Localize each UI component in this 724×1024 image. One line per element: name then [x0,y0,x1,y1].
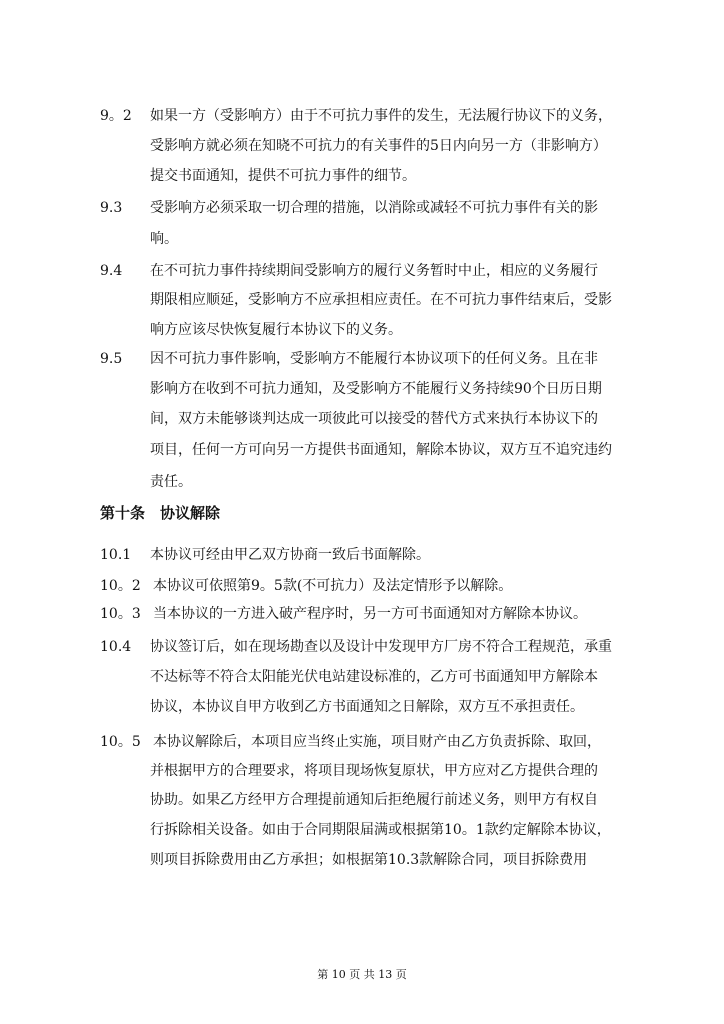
clause-text-line: 则项目拆除费用由乙方承担；如根据第10.3款解除合同，项目拆除费用 [150,852,588,868]
clause-text-line: 本协议解除后，本项目应当终止实施，项目财产由乙方负责拆除、取回， [153,734,601,750]
clause-number: 9.5 [100,351,123,367]
clause-text-line: 本协议可经由甲乙双方协商一致后书面解除。 [150,547,430,563]
clause-text-line: 并根据甲方的合理要求，将项目现场恢复原状，甲方应对乙方提供合理的 [150,763,598,779]
clause-text-line: 期限相应顺延，受影响方不应承担相应责任。在不可抗力事件结束后，受影 [150,292,612,308]
clause-text-line: 责任。 [150,474,192,490]
clause-number: 10。2 [100,578,141,594]
page-number-footer: 第 10 页 共 13 页 [317,968,407,981]
clause-text-line: 当本协议的一方进入破产程序时，另一方可书面通知对方解除本协议。 [153,606,587,622]
clause-text-line: 协助。如果乙方经甲方合理提前通知后拒绝履行前述义务，则甲方有权自 [150,792,598,808]
clause-number: 10。3 [100,606,141,622]
clause-text-line: 受影响方就必须在知晓不可抗力的有关事件的5日内向另一方（非影响方） [150,138,607,154]
clause-text-line: 协议签订后，如在现场勘查以及设计中发现甲方厂房不符合工程规范，承重 [150,639,612,655]
clause-text-line: 间，双方未能够谈判达成一项彼此可以接受的替代方式来执行本协议下的 [150,411,598,427]
clause-number: 9.3 [100,200,123,216]
clause-text-line: 协议，本协议自甲方收到乙方书面通知之日解除，双方互不承担责任。 [150,699,584,715]
clause-text-line: 如果一方（受影响方）由于不可抗力事件的发生，无法履行协议下的义务， [150,108,612,124]
clause-text-line: 在不可抗力事件持续期间受影响方的履行义务暂时中止，相应的义务履行 [150,263,598,279]
clause-text-line: 不达标等不符合太阳能光伏电站建设标准的，乙方可书面通知甲方解除本 [150,669,598,685]
clause-text-line: 响方应该尽快恢复履行本协议下的义务。 [150,322,402,338]
clause-number: 10。5 [100,734,141,750]
clause-number: 9.4 [100,263,123,279]
clause-text-line: 本协议可依照第9。5款(不可抗力）及法定情形予以解除。 [153,578,513,594]
article-heading: 第十条 协议解除 [100,504,221,522]
clause-number: 10.4 [100,639,132,655]
clause-number: 10.1 [100,547,132,563]
clause-text-line: 受影响方必须采取一切合理的措施，以消除或减轻不可抗力事件有关的影 [150,200,598,216]
clause-text-line: 项目，任何一方可向另一方提供书面通知，解除本协议，双方互不追究违约 [150,442,612,458]
clause-number: 9。2 [100,108,132,124]
clause-text-line: 因不可抗力事件影响，受影响方不能履行本协议项下的任何义务。且在非 [150,351,598,367]
clause-text-line: 影响方在收到不可抗力通知，及受影响方不能履行义务持续90个日历日期 [150,381,602,397]
clause-text-line: 行拆除相关设备。如由于合同期限届满或根据第10。1款约定解除本协议， [150,822,611,838]
clause-text-line: 响。 [150,231,178,247]
clause-text-line: 提交书面通知，提供不可抗力事件的细节。 [150,168,416,184]
